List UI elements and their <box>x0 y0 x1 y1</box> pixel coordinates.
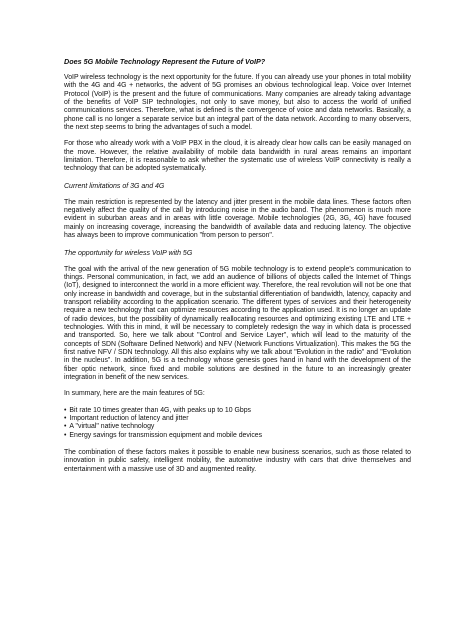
limitations-paragraph: The main restriction is represented by the latency and jitter present in the mobile data lines. These factors often negatively affect the quality of the call by introducing noise in the audio band. The phenomenon is much more evident in suburban areas and in areas with little coverage. Mobile technologies (2G, 3G, 4G) have focused mainly on increasing coverage, increasing the bandwidth of available data and reducing latency. The objective has always been to improve communication "from person to person". <box>64 198 411 240</box>
list-item: • Bit rate 10 times greater than 4G, with peaks up to 10 Gbps <box>64 407 411 415</box>
section-heading-opportunity: The opportunity for wireless VoIP with 5G <box>64 249 193 257</box>
list-item: • Important reduction of latency and jitter <box>64 415 411 423</box>
list-item: • Energy savings for transmission equipment and mobile devices <box>64 432 411 440</box>
list-item: • A "virtual" native technology <box>64 423 411 431</box>
section-heading-limitations: Current limitations of 3G and 4G <box>64 182 165 190</box>
closing-paragraph: The combination of these factors makes it possible to enable new business scenarios, such as those related to innovation in public safety, intelligent mobility, the automotive industry with cars that drive themselves and entertainment with a massive use of 3D and augmented reality. <box>64 449 411 473</box>
features-list <box>64 407 411 440</box>
document-title: Does 5G Mobile Technology Represent the Future of VoIP? <box>64 57 266 66</box>
opportunity-paragraph: The goal with the arrival of the new generation of 5G mobile technology is to extend people's communication to things. Personal communication, in fact, we add an audience of billions of objects called the Internet of Things (IoT), designed to interconnect the world in a more efficient way. Therefore, the real revolution will not be one that only increase in bandwidth and coverage, but in the substantial differentiation of bandwidth, latency, capacity and transport reliability according to the application scenario. The different types of services and their heterogeneity require a new technology that can optimize resources according to the application used. It is no longer an update of radio devices, but the possibility of dynamically reallocating resources and optimizing existing LTE and LTE + technologies. With this in mind, it will be necessary to completely redesign the way in which data is processed and transported. So, here we talk about "Control and Service Layer", which will lead to the maturity of the concepts of SDN (Software Defined Network) and NFV (Network Functions Virtualization). This makes the 5G the first native NFV / SDN technology. All this also explains why we talk about "Evolution in the radio" and "Evolution in the nucleus". In addition, 5G is a technology whose genesis goes hand in hand with the development of the fiber optic network, since fixed and mobile solutions are destined in the future to an increasingly greater integration in benefit of the new services. <box>64 265 411 381</box>
document-body <box>64 57 411 482</box>
intro-paragraph-1: VoIP wireless technology is the next opportunity for the future. If you can already use your phones in total mobility with the 4G and 4G + networks, the advent of 5G promises an obvious technological leap. Voice over Internet Protocol (VoIP) is the present and the future of communications. Many companies are already taking advantage of the benefits of VoIP SIP technologies, not only to save money, but also to access the world of unified communications services. Therefore, what is defined is the convergence of voice and data networks. Basically, a phone call is no longer a separate service but an integral part of the data network. According to many observers, the next step seems to bring the advantages of such a model. <box>64 74 411 132</box>
summary-intro-paragraph: In summary, here are the main features of 5G: <box>64 390 205 398</box>
intro-paragraph-2: For those who already work with a VoIP PBX in the cloud, it is already clear how calls can be easily managed on the move. However, the relative availability of mobile data bandwidth in rural areas remains an important limitation. Therefore, it is reasonable to ask whether the systematic use of wireless VoIP connectivity is really a technology that can be adopted systematically. <box>64 140 411 173</box>
